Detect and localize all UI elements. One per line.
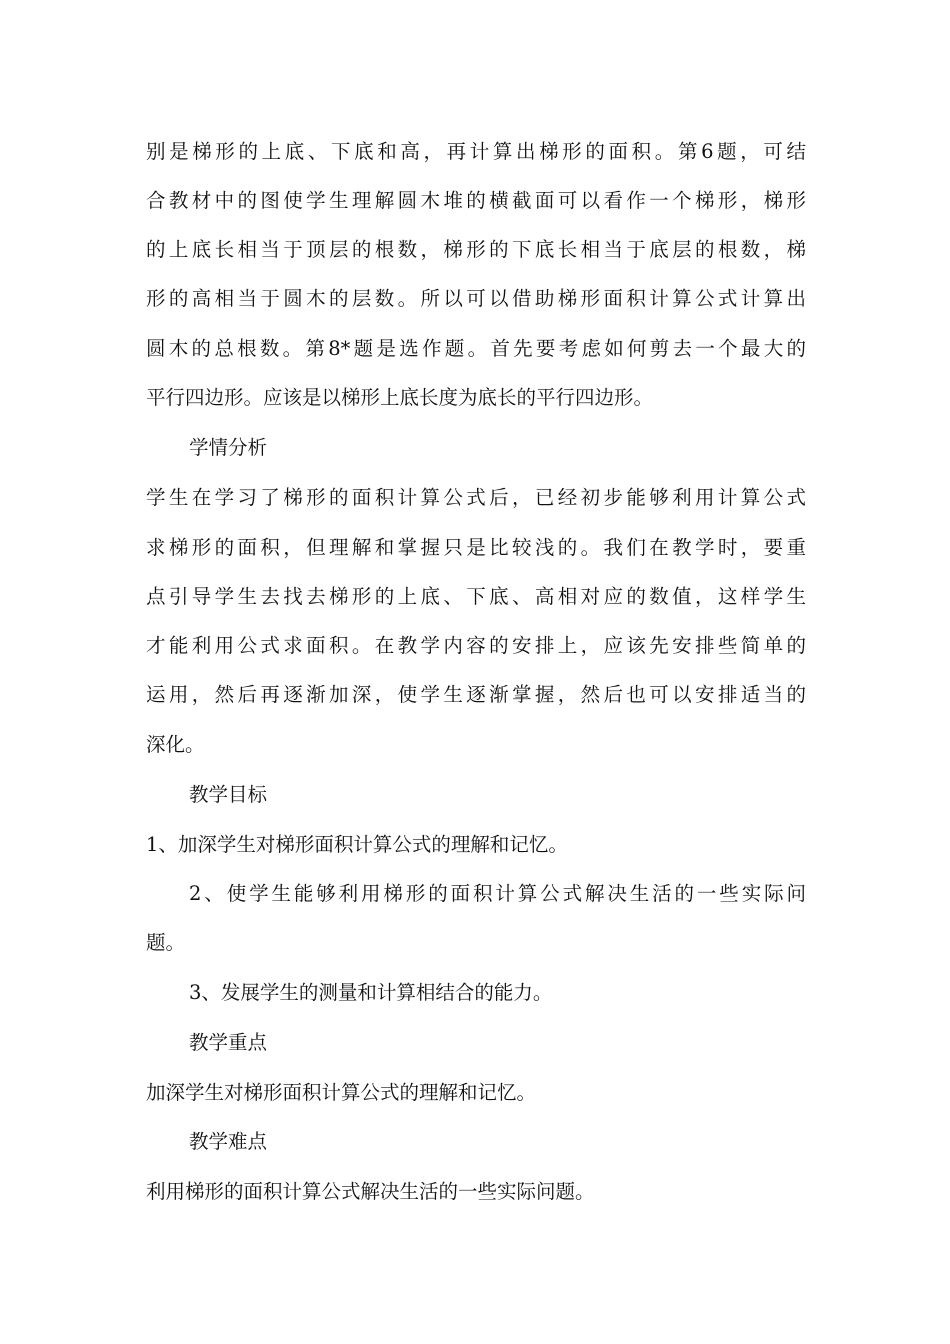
text-line: 圆木的总根数。第8*题是选作题。首先要考虑如何剪去一个最大的	[146, 337, 806, 360]
text-line: 点引导学生去找去梯形的上底、下底、高相对应的数值，这样学生	[146, 585, 806, 608]
text-line: 别是梯形的上底、下底和高，再计算出梯形的面积。第6题，可结	[146, 140, 806, 163]
text-line: 才能利用公式求面积。在教学内容的安排上，应该先安排些简单的	[146, 634, 806, 657]
section-heading: 教学难点	[189, 1130, 268, 1153]
text-line: 合教材中的图使学生理解圆木堆的横截面可以看作一个梯形，梯形	[146, 189, 806, 212]
text-line: 3、发展学生的测量和计算相结合的能力。	[189, 981, 553, 1004]
text-line: 学生在学习了梯形的面积计算公式后，已经初步能够利用计算公式	[146, 486, 806, 509]
text-line: 2、使学生能够利用梯形的面积计算公式解决生活的一些实际问	[189, 882, 806, 905]
text-line: 求梯形的面积，但理解和掌握只是比较浅的。我们在教学时，要重	[146, 536, 806, 559]
text-line: 题。	[146, 931, 186, 954]
section-heading: 教学重点	[189, 1031, 268, 1054]
text-line: 运用，然后再逐渐加深，使学生逐渐掌握，然后也可以安排适当的	[146, 683, 806, 706]
text-line: 的上底长相当于顶层的根数，梯形的下底长相当于底层的根数，梯	[146, 238, 806, 261]
text-line: 平行四边形。应该是以梯形上底长度为底长的平行四边形。	[146, 386, 654, 409]
section-heading: 教学目标	[189, 783, 268, 806]
text-line: 深化。	[146, 733, 205, 756]
section-heading: 学情分析	[189, 436, 268, 459]
text-line: 1、加深学生对梯形面积计算公式的理解和记忆。	[146, 833, 568, 856]
text-line: 形的高相当于圆木的层数。所以可以借助梯形面积计算公式计算出	[146, 287, 806, 310]
text-line: 利用梯形的面积计算公式解决生活的一些实际问题。	[146, 1180, 595, 1203]
text-line: 加深学生对梯形面积计算公式的理解和记忆。	[146, 1081, 537, 1104]
